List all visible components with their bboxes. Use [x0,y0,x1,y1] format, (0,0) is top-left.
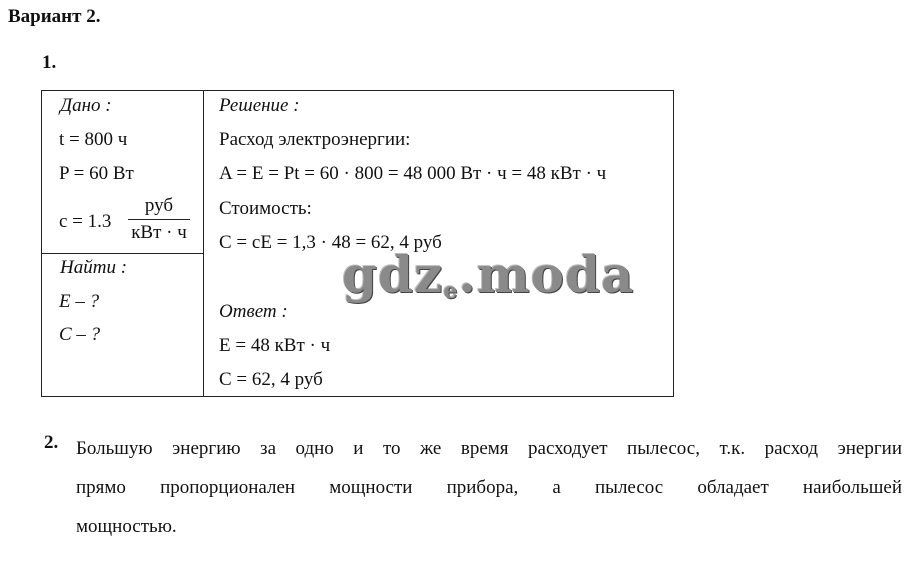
solution-line-cost-formula: C = cE = 1,3 · 48 = 62, 4 руб [219,232,442,253]
solution-label: Решение : [219,95,300,116]
page-heading: Вариант 2. [8,6,101,27]
solution-table [41,90,674,397]
solution-line-energy-formula: A = E = Pt = 60 · 800 = 48 000 Вт · ч = 48 кВт · ч [219,163,607,184]
given-time: t = 800 ч [59,129,128,150]
table-column-divider [203,91,204,396]
task1-number: 1. [42,52,57,73]
answer-label: Ответ : [219,301,288,322]
fraction-numerator: руб [144,195,174,216]
given-label: Дано : [60,95,112,116]
watermark-logo [342,245,635,316]
given-power: P = 60 Вт [59,163,134,184]
given-cost-prefix: c = 1.3 [59,211,112,232]
find-label: Найти : [60,257,128,278]
task2-line-1: Большую энергию за одно и то же время расходует пылесос, т.к. расход энергии [76,438,902,459]
fraction-denominator: кВт · ч [131,222,187,243]
task2-line-3: мощностью. [76,516,177,537]
find-energy: E – ? [59,291,100,312]
solution-line-consumption: Расход электроэнергии: [219,129,411,150]
fraction-bar [128,219,190,220]
answer-cost: C = 62, 4 руб [219,369,323,390]
solution-line-cost-label: Стоимость: [219,198,312,219]
watermark-dot: . [458,245,477,304]
watermark-sub: e [443,278,459,304]
answer-energy: E = 48 кВт · ч [219,335,331,356]
task2-line-2: прямо пропорционален мощности прибора, а пылесос обладает наибольшей [76,477,902,498]
task2-answer [76,429,902,546]
table-given-divider [42,253,203,254]
given-cost-fraction [128,195,190,244]
watermark-left: gdz [342,245,444,304]
task2-number: 2. [44,432,59,453]
find-cost: C – ? [59,324,101,345]
watermark-right: moda [476,245,635,304]
